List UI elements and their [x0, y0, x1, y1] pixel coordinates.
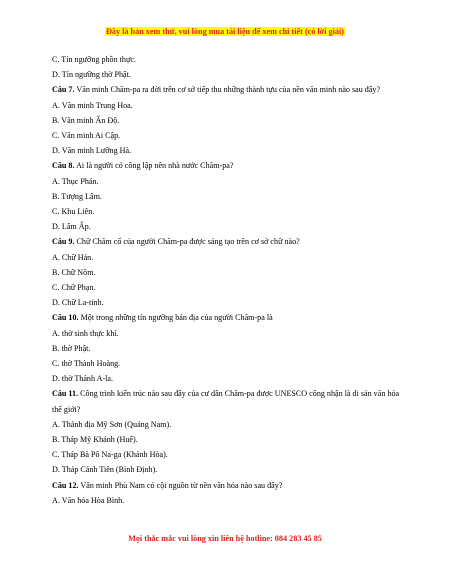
answer-option: B. Tượng Lâm.	[52, 191, 102, 201]
header-notice	[0, 27, 450, 36]
answer-option: B. thờ Phật.	[52, 343, 91, 353]
answer-option: C. Tín ngưỡng phồn thực.	[52, 55, 136, 64]
answer-option: B. Văn minh Ấn Độ.	[52, 115, 120, 125]
question-text: Công trình kiến trúc nào sau đây của cư dân Chăm-pa được UNESCO công nhận là di sản văn hóa thế giới?	[52, 389, 400, 414]
question-number: Câu 10.	[52, 313, 79, 323]
answer-option: C. Khu Liên.	[52, 207, 95, 217]
answer-option: B. Tháp Mỹ Khánh (Huế).	[52, 435, 138, 445]
question	[52, 310, 402, 325]
question	[52, 386, 402, 416]
answer-option: A. Chữ Hán.	[52, 252, 94, 262]
answer-option: D. thờ Thánh A-la.	[52, 374, 114, 384]
answer-option: B. Chữ Nôm.	[52, 267, 96, 277]
question	[52, 158, 402, 173]
header-notice-text: Đây là bản xem thử, vui lòng mua tài liệu để xem chi tiết (có lời giải)	[105, 27, 344, 36]
document-body	[52, 52, 402, 508]
question-text: Văn minh Chăm-pa ra đời trên cơ sở tiếp thu những thành tựu của nền văn minh nào sau đây?	[74, 85, 381, 95]
answer-option: A. Văn minh Trung Hoa.	[52, 100, 133, 110]
answer-option: C. Văn minh Ai Cập.	[52, 131, 121, 141]
answer-option: D. Chữ La-tinh.	[52, 298, 104, 308]
question	[52, 234, 402, 249]
question-text: Một trong những tín ngưỡng bản địa của người Chăm-pa là	[78, 313, 273, 323]
answer-option: C. thờ Thành Hoàng.	[52, 359, 121, 369]
question-number: Câu 8.	[52, 161, 75, 171]
answer-option: A. Văn hóa Hòa Bình.	[52, 495, 125, 505]
question	[52, 82, 402, 97]
answer-option: A. thờ sinh thực khí.	[52, 328, 119, 338]
question-text: Ai là người có công lập nên nhà nước Chăm-pa?	[74, 161, 234, 171]
question-number: Câu 12.	[52, 480, 79, 490]
question-text: Chữ Chăm cổ của người Chăm-pa được sáng tạo trên cơ sở chữ nào?	[74, 237, 300, 247]
answer-option: A. Thục Phán.	[52, 176, 99, 186]
answer-option: C. Tháp Bà Pô Na-ga (Khánh Hòa).	[52, 450, 168, 460]
answer-option: C. Chữ Phạn.	[52, 283, 96, 293]
answer-option: D. Tháp Cánh Tiên (Bình Định).	[52, 465, 158, 475]
footer-notice: Mọi thắc mắc vui lòng xin liên hệ hotline: 084 283 45 85	[128, 534, 322, 543]
answer-option: D. Văn minh Lưỡng Hà.	[52, 146, 132, 156]
answer-option: A. Thánh địa Mỹ Sơn (Quảng Nam).	[52, 419, 172, 429]
question	[52, 478, 402, 493]
question-number: Câu 9.	[52, 237, 75, 247]
answer-option: D. Tín ngưỡng thờ Phật.	[52, 70, 131, 80]
question-text: Văn minh Phù Nam có cội nguồn từ nền văn hóa nào sau đây?	[78, 480, 283, 490]
answer-option: D. Lâm Ấp.	[52, 222, 91, 232]
question-number: Câu 11.	[52, 389, 79, 399]
question-number: Câu 7.	[52, 85, 75, 95]
